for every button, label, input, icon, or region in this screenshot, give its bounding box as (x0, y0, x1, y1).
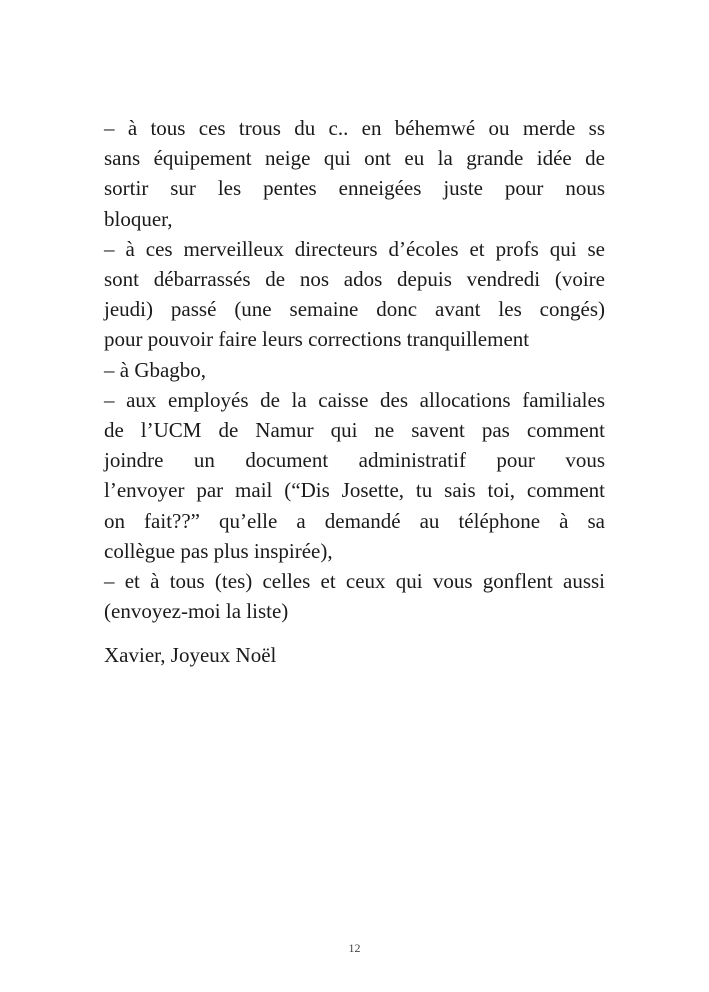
text-line: on fait??” qu’elle a demandé au téléphone à sa (104, 508, 605, 533)
text-line: – aux employés de la caisse des allocations familiales (104, 387, 605, 412)
text-line: bloquer, (104, 206, 173, 231)
text-line: pour pouvoir faire leurs corrections tranquillement (104, 327, 530, 352)
text-line: – à Gbagbo, (104, 357, 207, 382)
body-text (104, 113, 605, 626)
text-line: de l’UCM de Namur qui ne savent pas comment (104, 418, 605, 443)
text-line: sans équipement neige qui ont eu la grande idée de (104, 146, 605, 171)
text-line: sortir sur les pentes enneigées juste pour nous (104, 176, 605, 201)
text-line: – et à tous (tes) celles et ceux qui vous gonflent aussi (104, 569, 605, 594)
text-line: – à ces merveilleux directeurs d’écoles et profs qui se (104, 236, 605, 261)
page-number: 12 (348, 941, 361, 955)
text-line: sont débarrassés de nos ados depuis vendredi (voire (104, 267, 605, 292)
text-line: collègue pas plus inspirée), (104, 538, 333, 563)
text-line: l’envoyer par mail (“Dis Josette, tu sais toi, comment (104, 478, 605, 503)
text-line: – à tous ces trous du c.. en béhemwé ou merde ss (104, 116, 605, 140)
signature: Xavier, Joyeux Noël (104, 643, 277, 667)
text-line: jeudi) passé (une semaine donc avant les congés) (104, 297, 605, 322)
text-line: joindre un document administratif pour vous (104, 448, 605, 473)
text-line: (envoyez-moi la liste) (104, 599, 289, 624)
